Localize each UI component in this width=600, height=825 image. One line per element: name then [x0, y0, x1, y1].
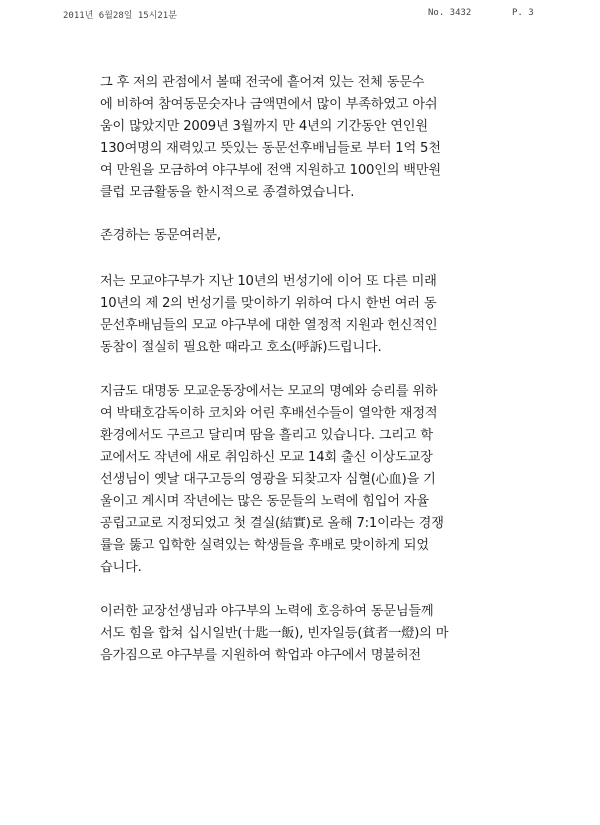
text-line: 서도 힘을 합쳐 십시일반(十匙一飯), 빈자일등(貧者一燈)의 마 — [100, 626, 449, 641]
text-line: 환경에서도 구르고 달리며 땀을 흘리고 있습니다. 그리고 학 — [100, 428, 433, 443]
text-line: 그 후 저의 관점에서 볼때 전국에 흩어져 있는 전체 동문수 — [100, 75, 425, 90]
text-line: 130여명의 재력있고 뜻있는 동문선후배님들로 부터 1억 5천 — [100, 141, 441, 156]
fax-datetime: 2011년 6월28일 15시21분 — [63, 11, 177, 21]
text-line: 울이고 계시며 작년에는 많은 동문들의 노력에 힘입어 자율 — [100, 494, 429, 509]
text-line: 존경하는 동문여러분, — [100, 228, 221, 243]
text-line: 움이 많았지만 2009년 3월까지 만 4년의 기간동안 연인원 — [100, 119, 428, 134]
paragraph-appeal — [100, 271, 520, 359]
paragraph-salutation — [100, 225, 520, 247]
text-line: 지금도 대명동 모교운동장에서는 모교의 명예와 승리를 위하 — [100, 384, 438, 399]
text-line: 률을 뚫고 입학한 실력있는 학생들을 후배로 맞이하게 되었 — [100, 538, 429, 553]
text-line: 에 비하여 참여동문숫자나 금액면에서 많이 부족하였고 아쉬 — [100, 97, 438, 112]
text-line: 클럽 모금활동을 한시적으로 종결하였습니다. — [100, 185, 355, 200]
text-line: 여 만원을 모금하여 야구부에 전액 지원하고 100인의 백만원 — [100, 163, 441, 178]
fax-page-number: P. 3 — [512, 8, 534, 18]
text-line: 저는 모교야구부가 지난 10년의 번성기에 이어 또 다른 미래 — [100, 274, 437, 289]
text-line: 공립고교로 지정되었고 첫 결실(結實)로 올해 7:1이라는 경쟁 — [100, 516, 444, 531]
text-line: 음가짐으로 야구부를 지원하여 학업과 야구에서 명불허전 — [100, 648, 421, 663]
text-line: 문선후배님들의 모교 야구부에 대한 열정적 지원과 헌신적인 — [100, 318, 438, 333]
text-line: 이러한 교장선생님과 야구부의 노력에 호응하여 동문님들께 — [100, 604, 434, 619]
text-line: 동참이 절실히 필요한 때라고 호소(呼訴)드립니다. — [100, 340, 382, 355]
text-line: 여 박태호감독이하 코치와 어린 후배선수들이 열악한 재정적 — [100, 406, 438, 421]
text-line: 습니다. — [100, 560, 142, 575]
paragraph-school-news — [100, 381, 520, 579]
letter-body — [100, 72, 520, 667]
paragraph-call-to-action — [100, 601, 520, 667]
fax-number: No. 3432 — [428, 8, 472, 18]
paragraph-fundraising-summary — [100, 72, 520, 204]
text-line: 교에서도 작년에 새로 취임하신 모교 14회 출신 이상도교장 — [100, 450, 433, 465]
text-line: 10년의 제 2의 번성기를 맞이하기 위하여 다시 한번 여러 동 — [100, 296, 437, 311]
text-line: 선생님이 옛날 대구고등의 영광을 되찾고자 심혈(心血)을 기 — [100, 472, 436, 487]
fax-header — [0, 8, 600, 22]
